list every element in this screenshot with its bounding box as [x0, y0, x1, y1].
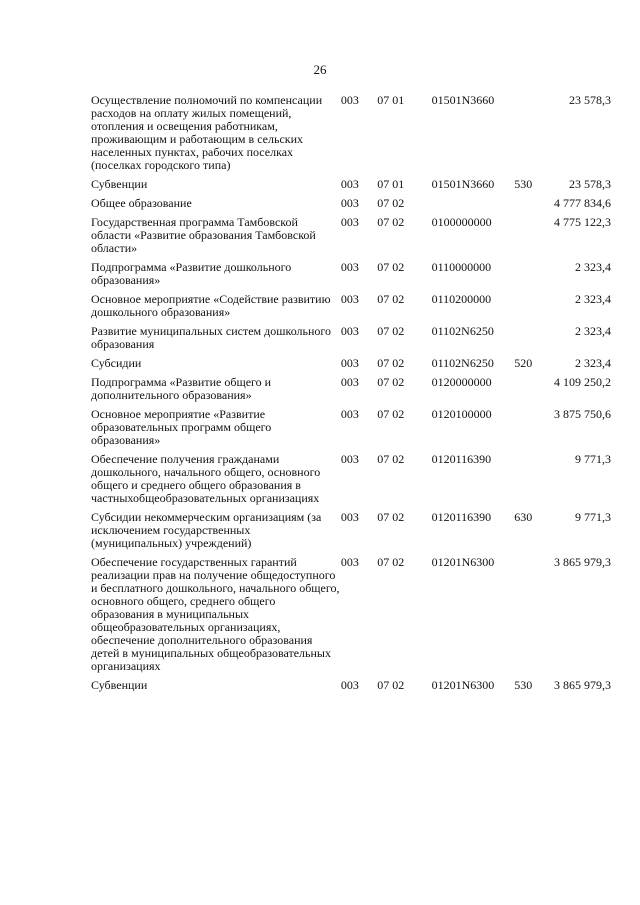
row-amount: 3 875 750,6 [554, 407, 611, 421]
row-section-code: 07 02 [377, 356, 405, 370]
row-name: Основное мероприятие «Развитие образовательных программ общего образования» [91, 407, 272, 447]
row-ministry-code: 003 [340, 452, 359, 466]
row-ministry-code: 003 [340, 407, 359, 421]
table-row [91, 94, 611, 178]
row-name: Подпрограмма «Развитие дошкольного образования» [91, 260, 292, 287]
row-ministry-code: 003 [340, 555, 359, 569]
page-number: 26 [313, 62, 327, 77]
row-section-code: 07 02 [377, 215, 405, 229]
row-section-code: 07 02 [377, 678, 405, 692]
row-section-code: 07 01 [377, 177, 405, 191]
table-row [91, 197, 611, 216]
row-expense-type [514, 261, 544, 293]
row-ministry-code: 003 [340, 215, 359, 229]
row-amount: 3 865 979,3 [554, 555, 611, 569]
row-amount: 2 323,4 [575, 324, 611, 338]
row-target-code: 0110200000 [431, 292, 492, 306]
row-amount: 4 775 122,3 [554, 215, 611, 229]
row-section-code: 07 02 [377, 292, 405, 306]
table-row [91, 408, 611, 453]
row-expense-type: 530 [514, 678, 533, 692]
table-row [91, 261, 611, 293]
budget-table [91, 94, 611, 698]
table-row [91, 556, 611, 679]
row-ministry-code: 003 [340, 196, 359, 210]
row-section-code: 07 02 [377, 555, 405, 569]
row-ministry-code: 003 [340, 260, 359, 274]
row-target-code: 01201N6300 [431, 555, 495, 569]
row-section-code: 07 02 [377, 407, 405, 421]
row-name: Обеспечение получения гражданами дошкольного, начального общего, основного общего и среднего общего образования в частныхобщеобразовательных организациях [91, 452, 321, 505]
row-section-code: 07 02 [377, 375, 405, 389]
row-expense-type [514, 197, 544, 216]
row-ministry-code: 003 [340, 356, 359, 370]
table-row [91, 216, 611, 261]
row-expense-type [514, 376, 544, 408]
row-expense-type [514, 453, 544, 511]
row-amount: 9 771,3 [575, 510, 611, 524]
row-amount: 4 777 834,6 [554, 196, 611, 210]
row-target-code: 01102N6250 [431, 356, 494, 370]
row-name: Осуществление полномочий по компенсации расходов на оплату жилых помещений, отопления и освещения работникам, проживающим и работающим в сельских населенных пунктах, рабочих поселках (поселках городского типа) [91, 93, 323, 172]
table-row [91, 325, 611, 357]
row-name: Государственная программа Тамбовской области «Развитие образования Тамбовской области» [91, 215, 316, 255]
budget-table-body [91, 94, 611, 698]
row-section-code: 07 02 [377, 452, 405, 466]
row-name: Субвенции [91, 678, 148, 692]
row-ministry-code: 003 [340, 678, 359, 692]
row-section-code: 07 02 [377, 510, 405, 524]
table-row [91, 293, 611, 325]
row-section-code: 07 01 [377, 93, 405, 107]
row-amount: 23 578,3 [569, 177, 611, 191]
row-expense-type [514, 325, 544, 357]
row-target-code: 0120000000 [431, 375, 492, 389]
row-expense-type [514, 216, 544, 261]
row-name: Общее образование [91, 196, 192, 210]
row-target-code: 01501N3660 [431, 93, 495, 107]
row-expense-type [514, 408, 544, 453]
row-expense-type: 520 [514, 356, 533, 370]
row-target-code [432, 197, 515, 216]
row-expense-type [514, 94, 544, 178]
row-target-code: 0120116390 [431, 510, 492, 524]
row-name: Субсидии [91, 356, 142, 370]
table-row [91, 376, 611, 408]
row-name: Основное мероприятие «Содействие развитию дошкольного образования» [91, 292, 331, 319]
row-ministry-code: 003 [340, 177, 359, 191]
row-ministry-code: 003 [340, 375, 359, 389]
row-expense-type: 530 [514, 177, 533, 191]
row-target-code: 0100000000 [431, 215, 492, 229]
row-amount: 2 323,4 [575, 260, 611, 274]
row-target-code: 0120100000 [431, 407, 492, 421]
row-amount: 9 771,3 [575, 452, 611, 466]
row-ministry-code: 003 [340, 510, 359, 524]
table-row [91, 679, 611, 698]
row-ministry-code: 003 [340, 292, 359, 306]
row-target-code: 0120116390 [431, 452, 492, 466]
row-expense-type: 630 [514, 510, 533, 524]
table-row [91, 453, 611, 511]
row-section-code: 07 02 [377, 196, 405, 210]
row-name: Развитие муниципальных систем дошкольного образования [91, 324, 332, 351]
row-ministry-code: 003 [340, 93, 359, 107]
row-target-code: 01102N6250 [431, 324, 494, 338]
table-row [91, 178, 611, 197]
row-ministry-code: 003 [340, 324, 359, 338]
row-name: Подпрограмма «Развитие общего и дополнительного образования» [91, 375, 272, 402]
row-name: Обеспечение государственных гарантий реализации прав на получение общедоступного и бесплатного дошкольного, начального общего, основного общего, среднего общего образования в муниципальных общеобразовательных организациях, обеспечение дополнительного образования детей в муниципальных общеобразовательных организациях [91, 555, 340, 673]
row-expense-type [514, 556, 544, 679]
row-amount: 4 109 250,2 [554, 375, 611, 389]
row-section-code: 07 02 [377, 260, 405, 274]
row-target-code: 01201N6300 [431, 678, 495, 692]
table-row [91, 357, 611, 376]
row-amount: 23 578,3 [569, 93, 611, 107]
row-target-code: 0110000000 [431, 260, 492, 274]
row-name: Субвенции [91, 177, 148, 191]
row-expense-type [514, 293, 544, 325]
row-amount: 2 323,4 [575, 356, 611, 370]
row-target-code: 01501N3660 [431, 177, 495, 191]
row-name: Субсидии некоммерческим организациям (за исключением государственных (муниципальных) учреждений) [91, 510, 322, 550]
row-amount: 3 865 979,3 [554, 678, 611, 692]
row-amount: 2 323,4 [575, 292, 611, 306]
row-section-code: 07 02 [377, 324, 405, 338]
table-row [91, 511, 611, 556]
